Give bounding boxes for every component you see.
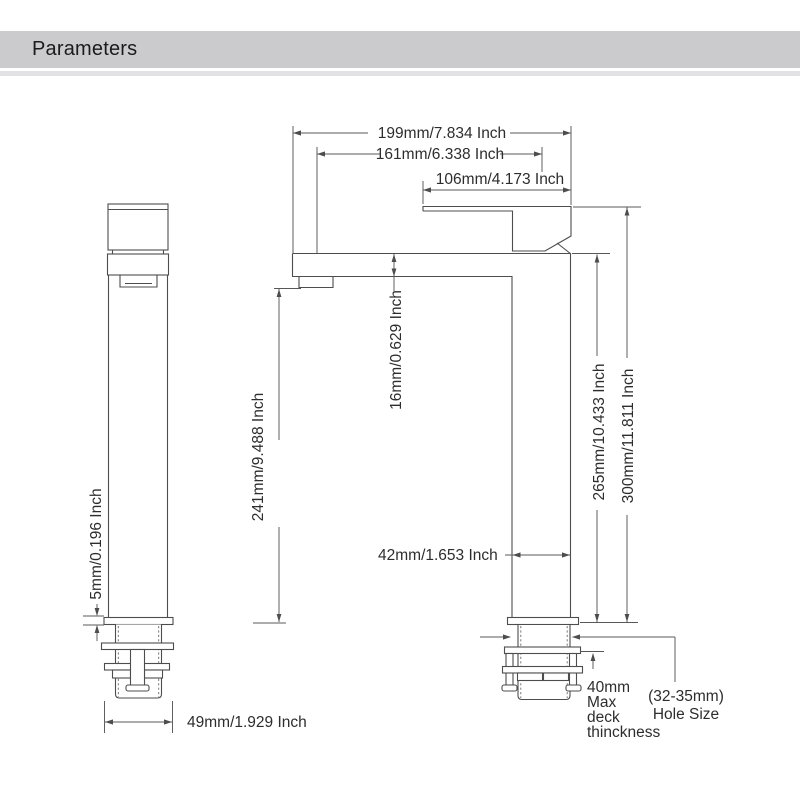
- front-mounting-stud: [131, 650, 145, 686]
- deck-thickness-line3: deck: [587, 709, 620, 726]
- front-spout-band: [108, 254, 169, 275]
- dim-label-spout-center: 161mm/6.338 Inch: [375, 146, 505, 163]
- side-bolt-foot-right: [566, 685, 581, 691]
- deck-thickness-line2: Max: [587, 694, 617, 711]
- faucet-side-view: [293, 207, 583, 700]
- front-stud-foot: [126, 685, 149, 691]
- side-washer-plate: [505, 647, 581, 654]
- dim-label-body-width: 42mm/1.653 Inch: [378, 547, 498, 564]
- dimension-5mm: [83, 488, 105, 641]
- side-aerator: [299, 277, 333, 288]
- dimension-241mm: [250, 289, 301, 624]
- dimension-106mm: [423, 171, 571, 204]
- dim-label-spout-thickness: 16mm/0.629 Inch: [388, 290, 405, 410]
- front-nut-block-right: [145, 670, 163, 678]
- front-neck-tabs: [113, 250, 164, 254]
- front-base-flange: [104, 618, 173, 625]
- dim-label-overall-height: 300mm/11.811 Inch: [620, 368, 637, 504]
- front-body-column: [109, 275, 168, 618]
- side-nut-block-left: [518, 673, 543, 681]
- dimension-42mm: [378, 547, 570, 564]
- deck-thickness-line4: thinckness: [587, 724, 661, 741]
- page-title: Parameters: [32, 38, 138, 60]
- front-nut-block-left: [113, 670, 131, 678]
- dim-label-base-plate-thickness: 5mm/0.196 Inch: [88, 488, 105, 600]
- dim-label-handle-length: 106mm/4.173 Inch: [435, 171, 565, 188]
- dim-label-spout-height: 265mm/10.433 Inch: [591, 363, 608, 501]
- dimension-16mm: [388, 254, 405, 410]
- side-nut-block-right: [544, 673, 569, 681]
- deck-thickness-line1: 40mm: [587, 679, 631, 696]
- side-bolt-foot-left: [502, 685, 517, 691]
- side-threaded-shank: [518, 625, 570, 700]
- front-handle-block: [108, 204, 168, 250]
- hole-size-line1: (32-35mm): [648, 688, 724, 705]
- dim-label-spout-reach: 199mm/7.834 Inch: [377, 125, 507, 142]
- side-handle-lever: [423, 207, 571, 255]
- side-lock-nut-bar: [503, 667, 583, 674]
- dimension-199mm: [293, 125, 571, 253]
- front-washer-plate: [102, 643, 174, 650]
- side-base-flange: [508, 618, 579, 625]
- dimension-265mm: [572, 254, 610, 623]
- front-aerator-notch: [120, 275, 157, 287]
- dim-label-spout-to-deck: 241mm/9.488 Inch: [250, 392, 267, 522]
- dimension-49mm: [105, 701, 307, 733]
- hole-size-line2: Hole Size: [652, 706, 720, 723]
- dim-label-base-width: 49mm/1.929 Inch: [187, 714, 307, 731]
- dimension-161mm: [317, 146, 542, 253]
- faucet-front-view: [102, 204, 174, 698]
